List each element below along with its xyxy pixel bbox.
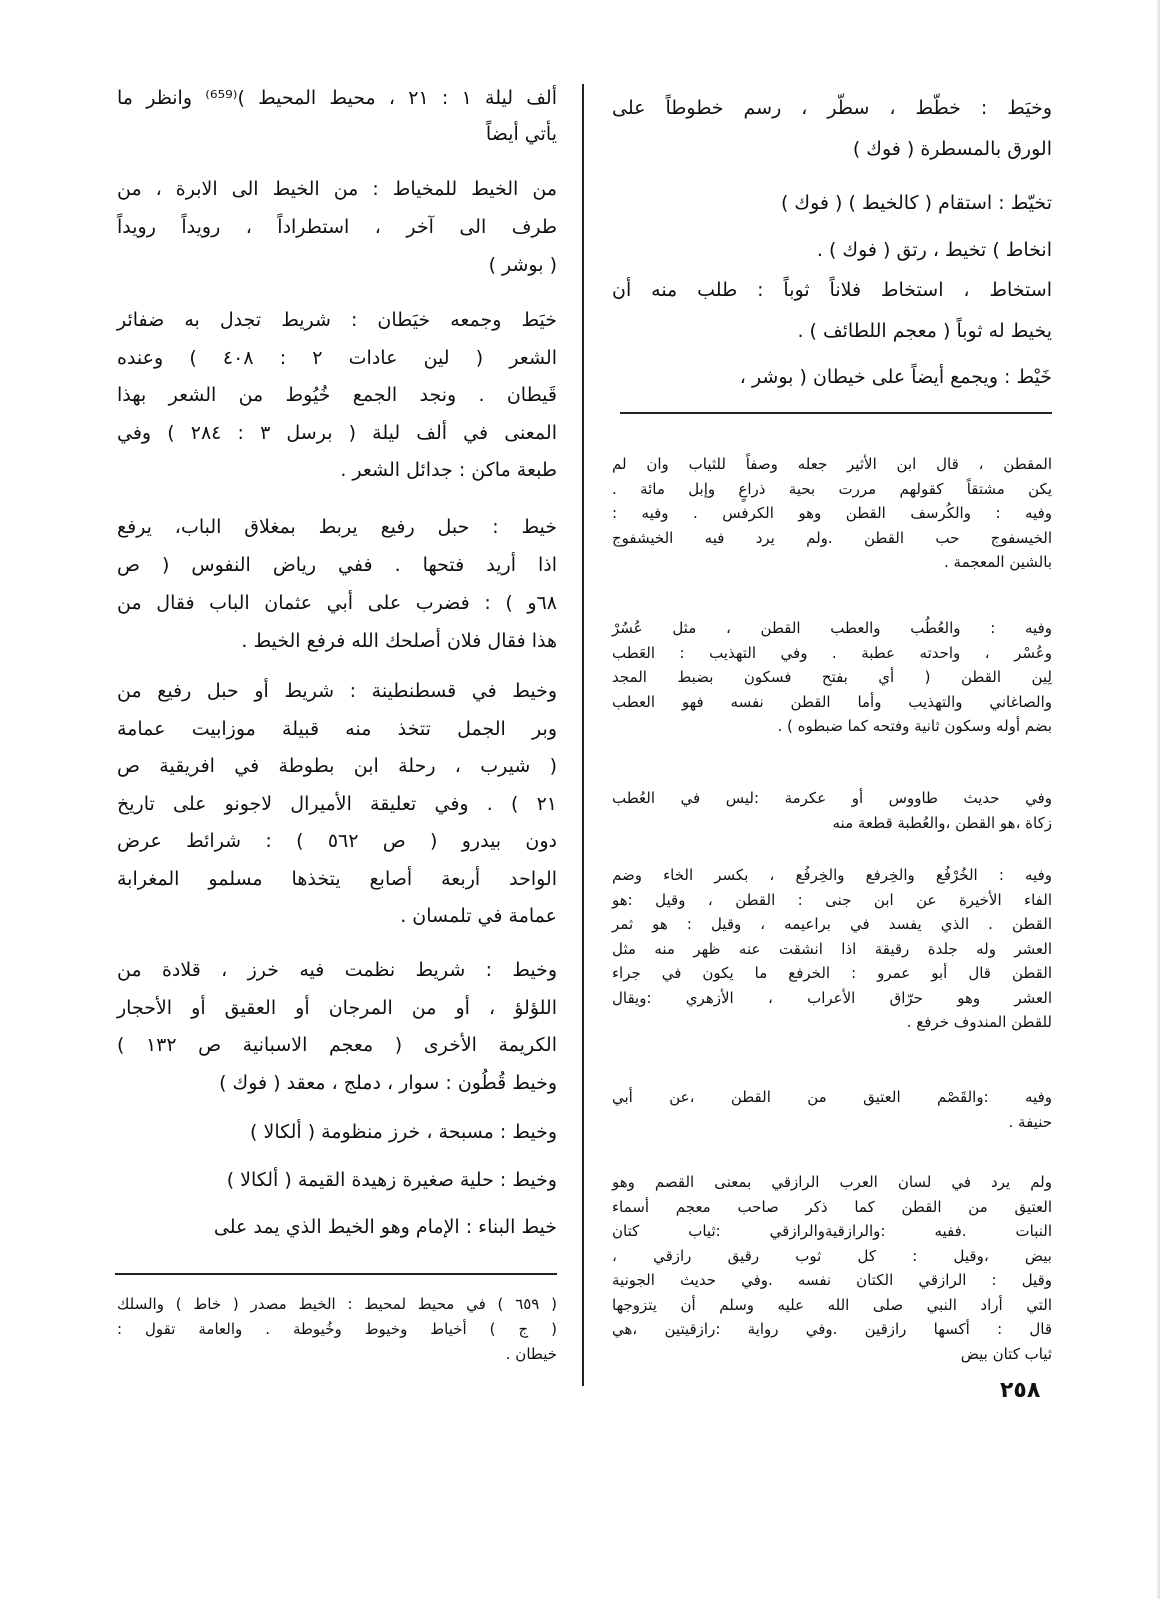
text-line: ( ج ) أخياط وخيوط وخُيوطة . والعامة تقول :	[117, 1320, 557, 1338]
text-line: وخيط : حلية صغيرة زهيدة القيمة ( ألكالا )	[226, 1169, 557, 1191]
text-line: وعُسْر ، واحدته عطبة . وفي التهذيب : العَطب	[612, 643, 1052, 662]
paragraph	[612, 863, 1052, 1035]
text-line: بيض ،وقيل : كل ثوب رقيق رازقي ،	[612, 1246, 1052, 1265]
text-line: الواحد أربعة أصابع يتخذها مسلمو المغرابة	[117, 867, 557, 890]
text-line: وفيه : الخُرْفُع والخِرفع والخِرفُع ، بكسر الخاء وضم	[612, 866, 1052, 884]
text-line: وفيه :والقَصْم العتيق من القطن ،عن أبي	[612, 1088, 1052, 1106]
page-number: ٢٥٨	[1000, 1378, 1041, 1403]
text-line: طرف الى آخر ، استطراداً ، رويداً رويداً	[117, 216, 557, 238]
text-line: لِين القطن ( أي بفتح فسكون بضبط المجد	[612, 668, 1052, 686]
paragraph	[117, 952, 557, 1102]
text-line: القطن . الذي يفسد في براعيمه ، وقيل : هو ثمر	[612, 915, 1052, 933]
text-line: وقيل : الرازقي الكتان نفسه .وفي حديث الجونية	[612, 1271, 1052, 1289]
paragraph	[117, 673, 557, 936]
text-line: عمامة في تلمسان .	[400, 905, 557, 927]
text-line: النبات .ففيه :والرازقيةوالرازقي :ثياب كتان	[612, 1222, 1052, 1240]
text-line: طبعة ماكن : جدائل الشعر .	[340, 459, 557, 481]
text-line: وخيَط : خطّط ، سطّر ، رسم خطوطاً على	[612, 97, 1052, 119]
text-line: ألف ليلة ١ : ٢١ ، محيط المحيط )⁽⁶⁵⁹⁾ وانظر ما	[117, 87, 557, 109]
text-line: للقطن المندوف خرفع .	[906, 1013, 1052, 1031]
column-divider	[582, 84, 584, 1386]
text-line: العتيق من القطن كما ذكر صاحب معجم أسماء	[612, 1197, 1052, 1216]
text-line: وفيه : والكُرسف القطن وهو الكرفس . وفيه :	[612, 504, 1052, 522]
paragraph	[612, 230, 1052, 271]
text-line: هذا فقال فلان أصلحك الله فرفع الخيط .	[241, 630, 557, 652]
scan-edge	[1156, 0, 1160, 1599]
footnote-rule	[115, 1273, 557, 1275]
text-line: ٦٨و ) : فضرب على أبي عثمان الباب فقال من	[117, 592, 557, 614]
paragraph	[117, 80, 557, 152]
paragraph	[117, 1161, 557, 1199]
text-line: الورق بالمسطرة ( فوك )	[852, 138, 1052, 160]
text-line: يأتي أيضاً	[485, 123, 557, 145]
text-line: ٢١ ) . وفي تعليقة الأميرال لاجونو على تاريخ	[117, 792, 557, 815]
paragraph	[612, 452, 1052, 575]
paragraph	[117, 170, 557, 284]
text-line: زكاة ،هو القطن ،والعُطبة قطعة منه	[832, 813, 1052, 832]
text-line: القطن قال أبو عمرو : الخرفع ما يكون في جراء	[612, 964, 1052, 982]
text-line: الفاء الأخيرة عن ابن جنى : القطن ، وقيل :هو	[612, 890, 1052, 909]
paragraph	[612, 1085, 1052, 1134]
text-line: الكريمة الأخرى ( معجم الاسبانية ص ١٣٢ )	[117, 1034, 558, 1056]
text-line: ثياب كتان بيض	[960, 1344, 1052, 1363]
text-line: العشر وهو حرّاق الأعراب ، الأزهري :ويقال	[612, 988, 1052, 1007]
paragraph	[117, 302, 557, 490]
text-line: المعنى في ألف ليلة ( برسل ٣ : ٢٨٤ ) وفي	[117, 421, 557, 444]
text-line: انخاط ) تخيط ، رتق ( فوك ) .	[816, 239, 1052, 261]
paragraph	[117, 1113, 557, 1151]
text-line: خَيْط : ويجمع أيضاً على خيطان ( بوشر ،	[739, 366, 1052, 388]
text-line: المقطن ، قال ابن الأثير جعله وصفاً للثياب وان لم	[612, 455, 1052, 473]
text-line: استخاط ، استخاط فلاناً ثوباً : طلب منه أن	[612, 279, 1052, 301]
text-line: وخيط : مسبحة ، خرز منظومة ( ألكالا )	[250, 1121, 557, 1143]
text-line: وفي حديث طاووس أو عكرمة :ليس في العُطب	[612, 789, 1052, 807]
text-line: التي أراد النبي صلى الله عليه وسلم أن يتزوجها	[612, 1295, 1052, 1314]
text-line: الخيسفوج حب القطن .ولم يرد فيه الخيشفوج	[612, 528, 1052, 547]
text-line: وفيه : والعُطُب والعطب القطن ، مثل عُسُرْ	[612, 619, 1052, 637]
text-line: خيط : حبل رفيع يربط بمغلاق الباب، يرفع	[117, 516, 557, 538]
paragraph	[612, 270, 1052, 352]
text-line: وخيط : شريط نظمت فيه خرز ، قلادة من	[117, 959, 557, 981]
text-line: بضم أوله وسكون ثانية وفتحه كما ضبطوه ) .	[777, 717, 1052, 735]
text-line: خيط البناء : الإمام وهو الخيط الذي يمد على	[213, 1216, 557, 1238]
text-line: ( ٦٥٩ ) في محيط لمحيط : الخيط مصدر ( خاط ) والسلك	[117, 1295, 558, 1313]
text-line: والصاغاني والتهذيب وأما القطن نفسه فهو العطب	[612, 692, 1052, 711]
paragraph	[612, 786, 1052, 835]
text-line: خيَط وجمعه خيَطان : شريط تجدل به ضفائر	[117, 309, 557, 331]
footnote	[117, 1292, 557, 1367]
text-line: وبر الجمل تتخذ منه قبيلة موزابيت عمامة	[117, 717, 557, 740]
text-line: يخيط له ثوباً ( معجم اللطائف ) .	[797, 320, 1052, 342]
paragraph	[612, 616, 1052, 739]
text-line: قال : أكسها رازقين .وفي رواية :رازقيتين ،هي	[612, 1320, 1052, 1338]
paragraph	[117, 508, 557, 660]
text-line: اللؤلؤ ، أو من المرجان أو العقيق أو الأحجار	[117, 996, 557, 1019]
text-line: اذا أريد فتحها . ففي رياض النفوس ( ص	[117, 554, 557, 576]
paragraph	[612, 357, 1052, 398]
text-line: من الخيط للمخياط : من الخيط الى الابرة ، من	[117, 178, 557, 200]
text-line: قَيطان . ونجد الجمع خُيُوط من الشعر بهذا	[117, 384, 557, 406]
paragraph	[117, 1208, 557, 1246]
text-line: يكن مشتقاً كقولهم مررت بحية ذراعٍ وإبل مائة .	[612, 479, 1052, 498]
text-line: الشعر ( لين عادات ٢ : ٤٠٨ ) وعنده	[117, 346, 557, 369]
text-line: وخيط قُطُون : سوار ، دملج ، معقد ( فوك )	[219, 1071, 557, 1094]
paragraph	[612, 88, 1052, 170]
text-line: ( بوشر )	[488, 254, 557, 276]
text-line: ( شيرب ، رحلة ابن بطوطة في افريقية ص	[117, 755, 557, 777]
text-line: بالشين المعجمة .	[944, 553, 1052, 571]
text-line: دون بيدرو ( ص ٥٦٢ ) : شرائط عرض	[117, 830, 557, 852]
text-line: خيطان .	[505, 1345, 557, 1363]
text-line: العشر وله جلدة رقيقة اذا انشقت عنه ظهر منه مثل	[612, 939, 1052, 958]
right-notes-rule	[620, 412, 1052, 414]
paragraph	[612, 1170, 1052, 1366]
text-line: وخيط في قسطنطينة : شريط أو حبل رفيع من	[117, 680, 557, 702]
text-line: تخيّط : استقام ( كالخيط ) ( فوك )	[780, 192, 1052, 214]
text-line: حنيفة .	[1008, 1112, 1052, 1131]
paragraph	[612, 183, 1052, 224]
text-line: ولم يرد في لسان العرب الرازقي بمعنى القصم وهو	[612, 1173, 1052, 1191]
